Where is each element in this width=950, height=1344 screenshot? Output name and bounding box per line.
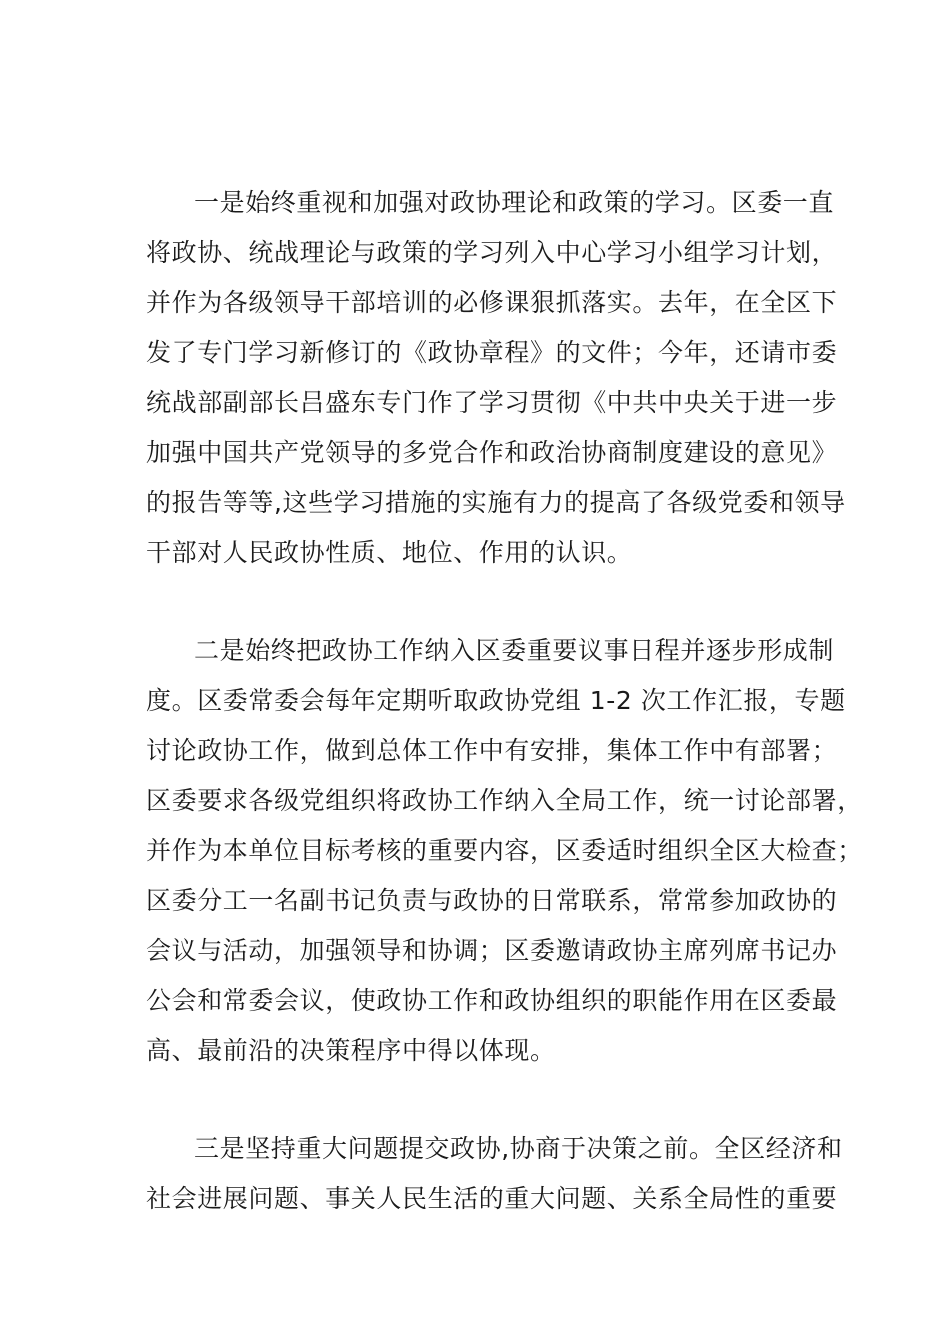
paragraph-line: 高、最前沿的决策程序中得以体现。 [146, 1036, 556, 1065]
paragraph-line: 会议与活动，加强领导和协调；区委邀请政协主席列席书记办 [146, 936, 838, 965]
paragraph-line: 讨论政协工作，做到总体工作中有安排，集体工作中有部署； [146, 736, 838, 765]
paragraph-line: 统战部副部长吕盛东专门作了学习贯彻《中共中央关于进一步 [146, 388, 838, 417]
paragraph-line: 区委要求各级党组织将政协工作纳入全局工作，统一讨论部署， [146, 786, 863, 815]
paragraph-line: 干部对人民政协性质、地位、作用的认识。 [146, 538, 633, 567]
paragraph-line: 区委分工一名副书记负责与政协的日常联系，常常参加政协的 [146, 886, 838, 915]
paragraph-line: 社会进展问题、事关人民生活的重大问题、关系全局性的重要 [146, 1184, 838, 1213]
paragraph-line: 并作为本单位目标考核的重要内容，区委适时组织全区大检查； [146, 836, 863, 865]
paragraph-line: 将政协、统战理论与政策的学习列入中心学习小组学习计划， [146, 238, 838, 267]
paragraph-line: 加强中国共产党领导的多党合作和政治协商制度建设的意见》 [146, 438, 838, 467]
paragraph-line: 公会和常委会议，使政协工作和政协组织的职能作用在区委最 [146, 986, 838, 1015]
paragraph-line: 二是始终把政协工作纳入区委重要议事日程并逐步形成制 [194, 636, 835, 665]
paragraph-spacer [146, 578, 806, 626]
paragraph-line: 发了专门学习新修订的《政协章程》的文件；今年，还请市委 [146, 338, 838, 367]
paragraph-line: 的报告等等,这些学习措施的实施有力的提高了各级党委和领导 [146, 488, 846, 517]
paragraph-2 [146, 626, 863, 1076]
paragraph-line: 一是始终重视和加强对政协理论和政策的学习。区委一直 [194, 188, 835, 217]
paragraph-line: 度。区委常委会每年定期听取政协党组 1-2 次工作汇报，专题 [146, 686, 846, 715]
paragraph-line: 并作为各级领导干部培训的必修课狠抓落实。去年，在全区下 [146, 288, 838, 317]
document-body [146, 178, 863, 1224]
paragraph-1 [146, 178, 846, 578]
paragraph-spacer [146, 1076, 806, 1124]
paragraph-3 [146, 1124, 843, 1224]
paragraph-line: 三是坚持重大问题提交政协,协商于决策之前。全区经济和 [194, 1134, 843, 1163]
